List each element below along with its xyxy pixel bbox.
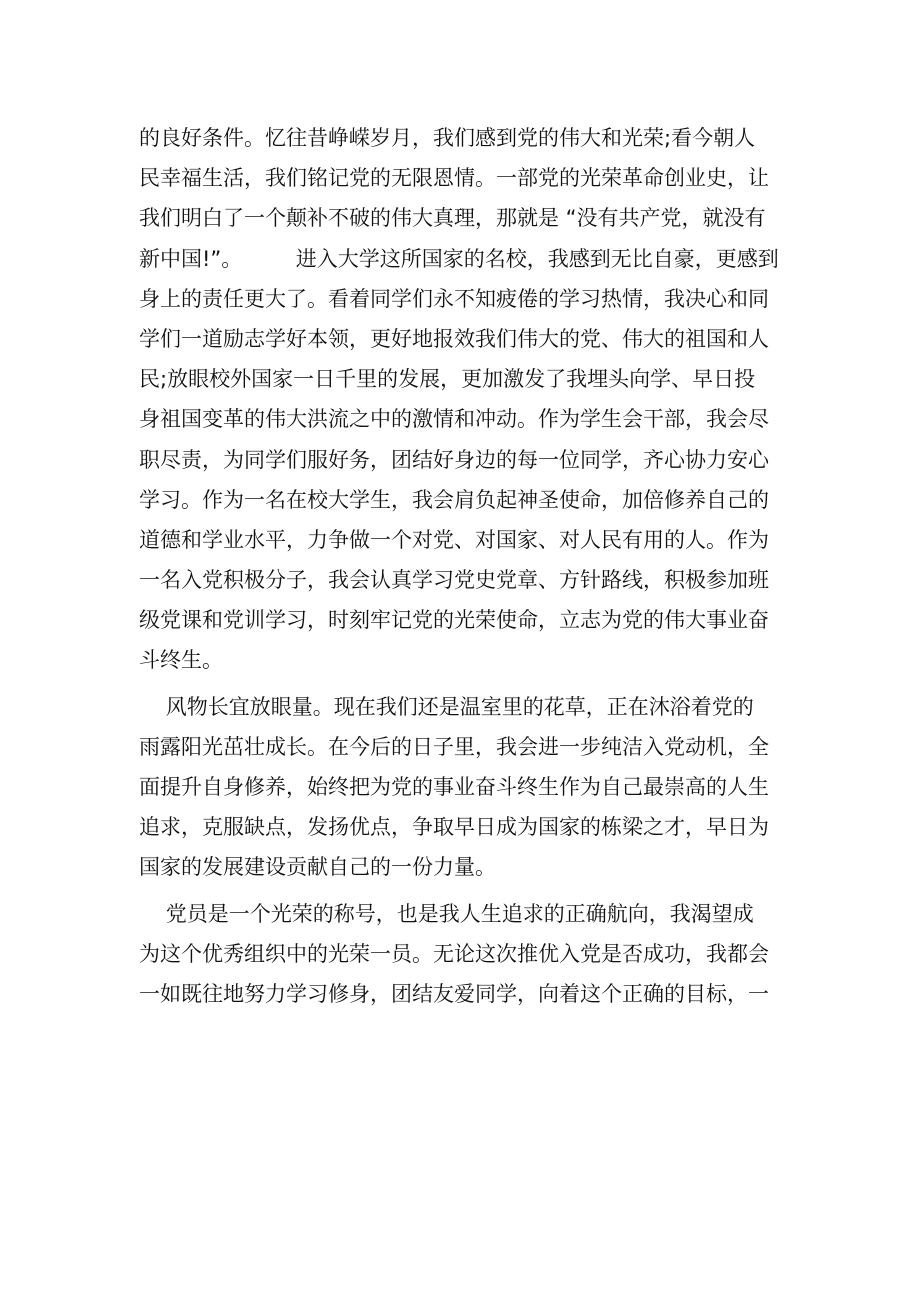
document-body bbox=[139, 118, 781, 1014]
text-line: 身祖国变革的伟大洪流之中的激情和冲动。作为学生会干部，我会尽 bbox=[139, 407, 769, 432]
text-line: 我们明白了一个颠补不破的伟大真理，那就是 “没有共产党，就没有 bbox=[139, 206, 766, 231]
text-line: 学们一道励志学好本领，更好地报效我们伟大的党、伟大的祖国和人 bbox=[139, 326, 769, 351]
text-line: 一如既往地努力学习修身，团结友爱同学，向着这个正确的目标，一 bbox=[139, 981, 769, 1006]
text-line: 民;放眼校外国家一日千里的发展，更加激发了我埋头向学、早日投 bbox=[139, 367, 756, 392]
text-line: 的良好条件。忆往昔峥嵘岁月，我们感到党的伟大和光荣;看今朝人 bbox=[139, 126, 756, 150]
text-line: 追求，克服缺点，发扬优点，争取早日成为国家的栋梁之才，早日为 bbox=[139, 815, 769, 840]
paragraph bbox=[139, 687, 781, 888]
text-line: 风物长宜放眼量。现在我们还是温室里的花草，正在沐浴着党的 bbox=[139, 694, 754, 719]
text-line: 雨露阳光茁壮成长。在今后的日子里，我会进一步纯洁入党动机，全 bbox=[139, 734, 769, 759]
paragraph bbox=[139, 118, 781, 681]
paragraph bbox=[139, 894, 781, 1015]
text-line: 民幸福生活，我们铭记党的无限恩情。一部党的光荣革命创业史，让 bbox=[139, 166, 769, 191]
text-line: 新中国!”。 进入大学这所国家的名校，我感到无比自豪，更感到 bbox=[139, 246, 779, 271]
text-line: 国家的发展建设贡献自己的一份力量。 bbox=[139, 855, 496, 880]
text-line: 一名入党积极分子，我会认真学习党史党章、方针路线，积极参加班 bbox=[139, 568, 769, 593]
text-line: 职尽责，为同学们服好务，团结好身边的每一位同学，齐心协力安心 bbox=[139, 447, 769, 472]
text-line: 斗终生。 bbox=[139, 648, 223, 673]
text-line: 为这个优秀组织中的光荣一员。无论这次推优入党是否成功，我都会 bbox=[139, 941, 769, 966]
text-line: 面提升自身修养，始终把为党的事业奋斗终生作为自己最崇高的人生 bbox=[139, 775, 769, 799]
text-line: 党员是一个光荣的称号，也是我人生追求的正确航向，我渴望成 bbox=[139, 901, 754, 926]
text-line: 身上的责任更大了。看着同学们永不知疲倦的学习热情，我决心和同 bbox=[139, 286, 769, 311]
text-line: 学习。作为一名在校大学生，我会肩负起神圣使命，加倍修养自己的 bbox=[139, 487, 769, 512]
text-line: 道德和学业水平，力争做一个对党、对国家、对人民有用的人。作为 bbox=[139, 527, 769, 552]
text-line: 级党课和党训学习，时刻牢记党的光荣使命，立志为党的伟大事业奋 bbox=[139, 608, 769, 633]
